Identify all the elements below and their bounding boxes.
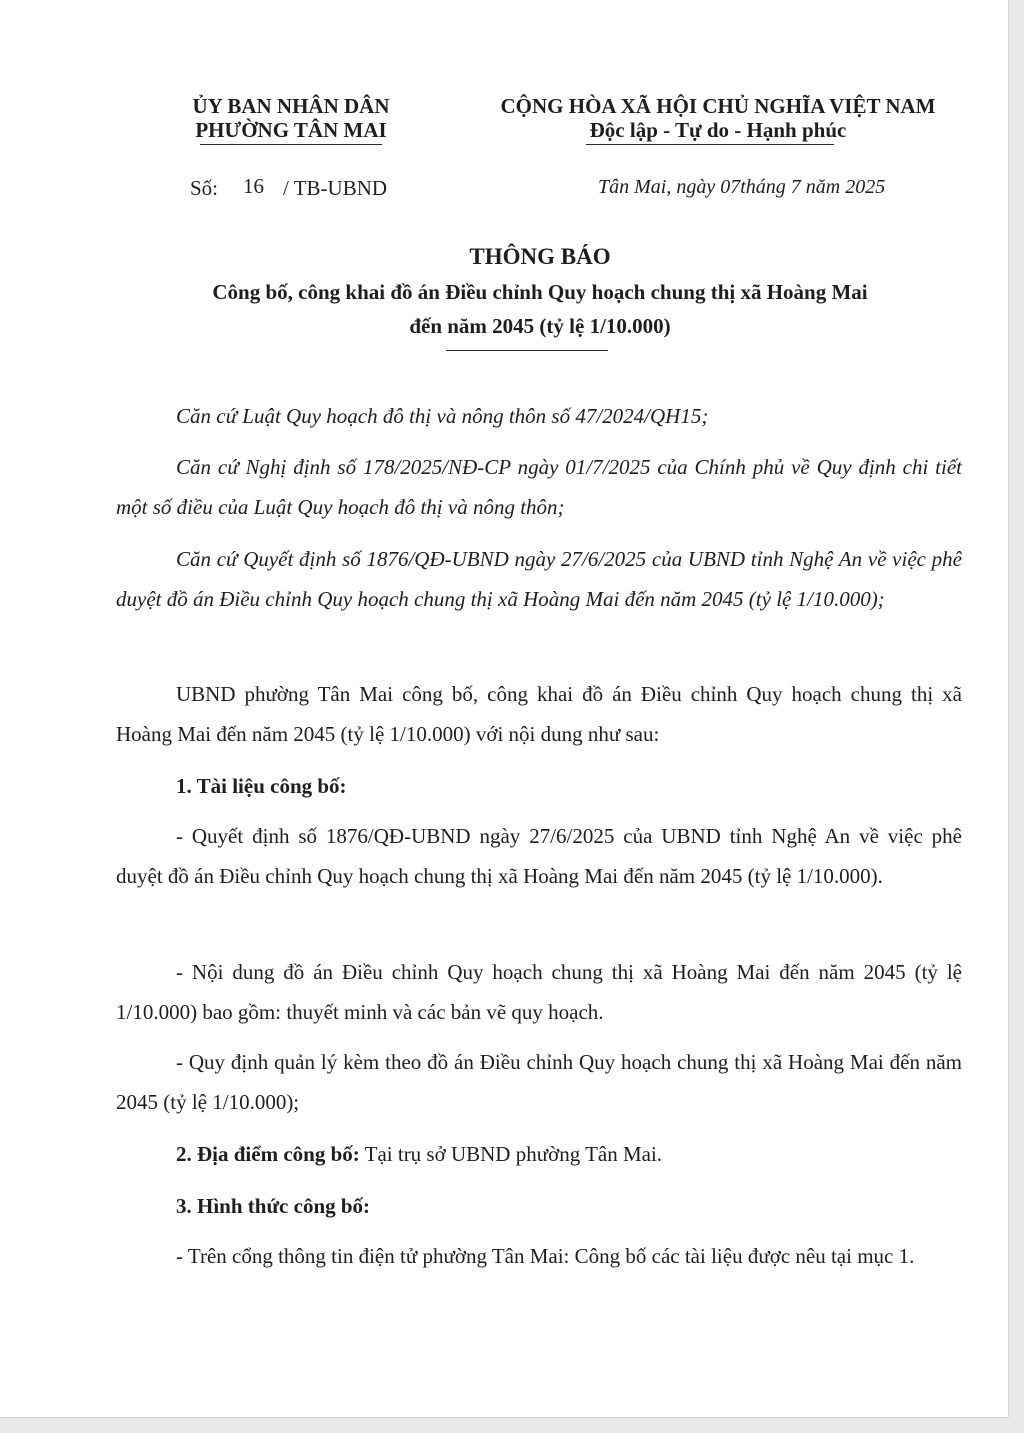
doc-subtitle-2: đến năm 2045 (tỷ lệ 1/10.000): [409, 314, 671, 338]
doc-subtitle-1: Công bố, công khai đồ án Điều chỉnh Quy hoạch chung thị xã Hoàng Mai: [212, 280, 868, 304]
motto-underline: [586, 144, 834, 145]
section-1-item-2: - Nội dung đồ án Điều chỉnh Quy hoạch chung thị xã Hoàng Mai đến năm 2045 (tỷ lệ 1/10.000) bao gồm: thuyết minh và các bản vẽ quy hoạch.: [116, 960, 962, 1024]
doc-title: THÔNG BÁO: [469, 244, 611, 269]
section-1-item-1: - Quyết định số 1876/QĐ-UBND ngày 27/6/2025 của UBND tỉnh Nghệ An về việc phê duyệt đồ án Điều chỉnh Quy hoạch chung thị xã Hoàng Mai đến năm 2045 (tỷ lệ 1/10.000).: [116, 824, 962, 888]
doc-number-value: 16: [243, 174, 264, 198]
legal-basis-1: Căn cứ Luật Quy hoạch đô thị và nông thôn số 47/2024/QH15;: [176, 404, 709, 428]
section-1-item-3: - Quy định quản lý kèm theo đồ án Điều chỉnh Quy hoạch chung thị xã Hoàng Mai đến năm 2045 (tỷ lệ 1/10.000);: [116, 1050, 962, 1114]
title-underline: [446, 350, 608, 351]
legal-basis-3: Căn cứ Quyết định số 1876/QĐ-UBND ngày 27/6/2025 của UBND tỉnh Nghệ An về việc phê duyệt đồ án Điều chỉnh Quy hoạch chung thị xã Hoàng Mai đến năm 2045 (tỷ lệ 1/10.000);: [116, 547, 962, 611]
section-3-heading: 3. Hình thức công bố:: [176, 1194, 371, 1218]
nation-line-1: CỘNG HÒA XÃ HỘI CHỦ NGHĨA VIỆT NAM: [500, 94, 936, 118]
section-2: [116, 1134, 962, 1174]
section-2-heading: 2. Địa điểm công bố:: [176, 1142, 360, 1166]
section-3-item-1: - Trên cổng thông tin điện tử phường Tân Mai: Công bố các tài liệu được nêu tại mục 1.: [176, 1244, 915, 1268]
section-2-text: Tại trụ sở UBND phường Tân Mai.: [359, 1142, 663, 1166]
issuer-line-2: PHƯỜNG TÂN MAI: [195, 118, 387, 142]
place-date: Tân Mai, ngày 07tháng 7 năm 2025: [598, 176, 886, 198]
motto-line: Độc lập - Tự do - Hạnh phúc: [589, 118, 847, 142]
legal-basis-2: Căn cứ Nghị định số 178/2025/NĐ-CP ngày 01/7/2025 của Chính phủ về Quy định chi tiết một số điều của Luật Quy hoạch đô thị và nông thôn;: [116, 455, 962, 519]
doc-number-label: Số:: [190, 176, 219, 200]
intro-paragraph: UBND phường Tân Mai công bố, công khai đồ án Điều chỉnh Quy hoạch chung thị xã Hoàng Mai đến năm 2045 (tỷ lệ 1/10.000) với nội dung như sau:: [116, 682, 962, 746]
issuer-line-1: ỦY BAN NHÂN DÂN: [192, 94, 390, 118]
issuer-underline: [200, 144, 382, 145]
section-1-heading: 1. Tài liệu công bố:: [176, 774, 347, 798]
doc-number-suffix: / TB-UBND: [283, 176, 388, 200]
